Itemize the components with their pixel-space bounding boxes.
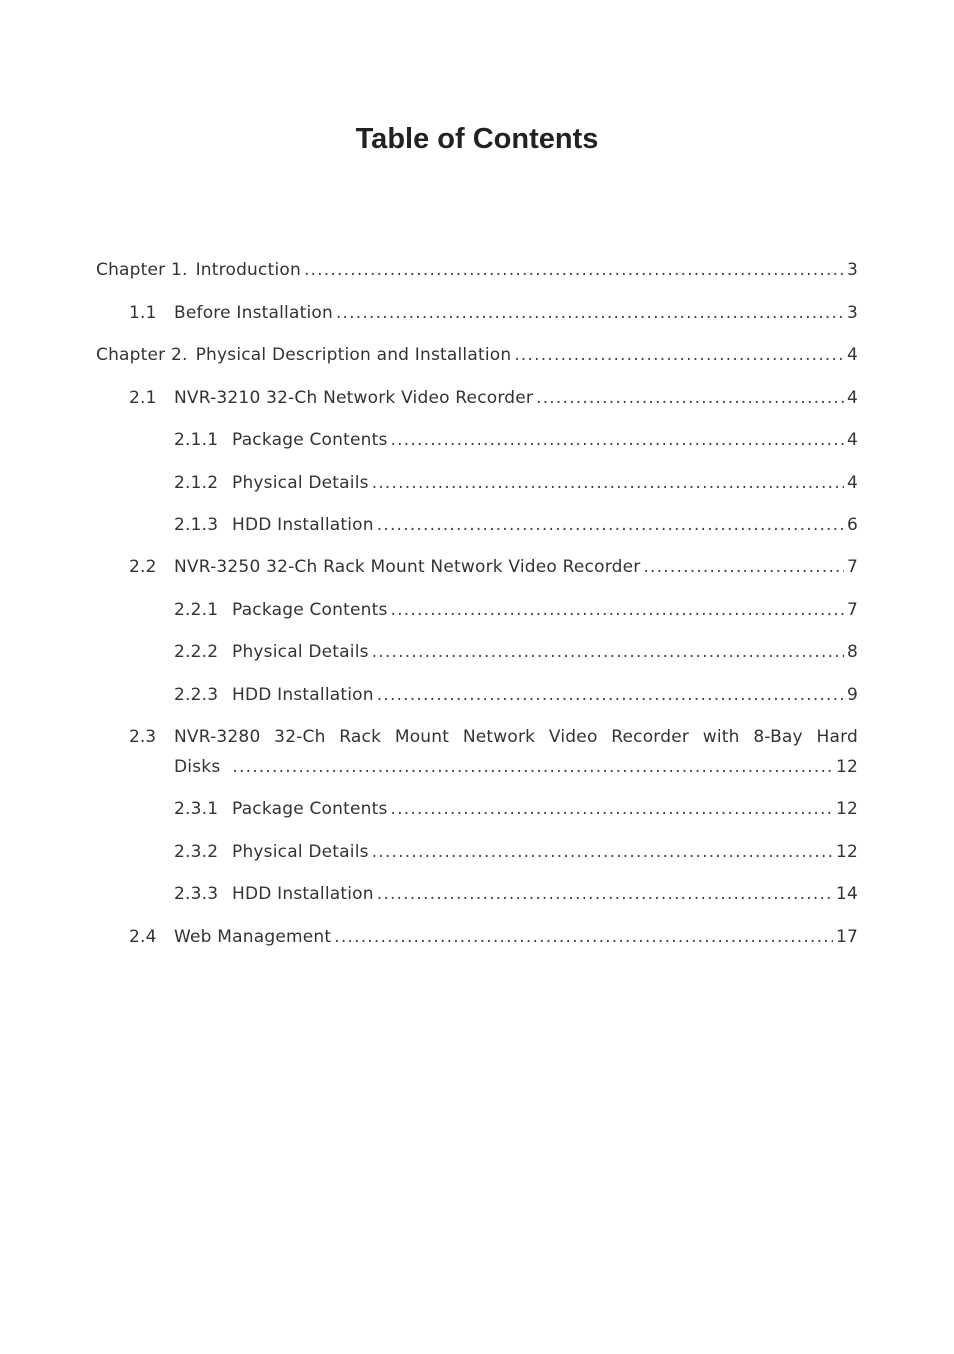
toc-entry-2-2-2[interactable] [174,641,858,663]
leader-dots [372,641,844,663]
toc-title: Physical Details [232,473,369,493]
toc-page-number: 4 [846,430,858,450]
leader-dots [372,472,844,494]
toc-page-number: 12 [835,842,858,862]
toc-entry-2-3-2[interactable] [174,841,858,863]
toc-title: Physical Details [232,842,369,862]
toc-number: 2.1.1 [174,430,219,450]
toc-title: Package Contents [232,799,388,819]
toc-page-number: 4 [846,473,858,493]
toc-entry-2-3-line1[interactable] [129,726,858,748]
toc-title: Package Contents [232,430,388,450]
toc-number: 2.3.2 [174,842,219,862]
toc-page-number: 17 [835,927,858,947]
leader-dots [377,883,833,905]
leader-dots [336,302,844,324]
toc-number: Chapter 2. [96,345,188,365]
toc-page-number: 9 [846,685,858,705]
toc-entry-2-3-3[interactable] [174,883,858,905]
toc-entry-2-2-1[interactable] [174,599,858,621]
page-title: Table of Contents [355,123,599,155]
toc-entry-2-1-2[interactable] [174,472,858,494]
toc-title: Before Installation [174,303,333,323]
toc-page-number: 14 [835,884,858,904]
leader-dots [643,556,844,578]
toc-entry-2-1-1[interactable] [174,429,858,451]
toc-title: NVR-3250 32-Ch Rack Mount Network Video Recorder [174,557,641,577]
toc-title: Package Contents [232,600,388,620]
toc-page-number: 3 [846,260,858,280]
leader-dots [304,259,844,281]
toc-entry-2-1-3[interactable] [174,514,858,536]
toc-title: Physical Details [232,642,369,662]
toc-number: 2.1.3 [174,515,219,535]
leader-dots [334,926,833,948]
toc-number: 2.1.2 [174,473,219,493]
toc-number: 2.3 [129,727,157,747]
toc-title: Physical Description and Installation [195,345,512,365]
toc-number: Chapter 1. [96,260,188,280]
toc-number: 1.1 [129,303,157,323]
toc-number: 2.2.2 [174,642,219,662]
toc-entry-1-1[interactable] [129,302,858,324]
toc-title: HDD Installation [232,515,374,535]
toc-title: NVR-3210 32-Ch Network Video Recorder [174,388,534,408]
toc-title: HDD Installation [232,685,374,705]
toc-entry-2-3-line2[interactable] [174,756,858,778]
toc-title: Introduction [195,260,301,280]
leader-dots [514,344,844,366]
leader-dots [391,798,833,820]
toc-entry-chapter-2[interactable] [96,344,858,366]
toc-number: 2.2.1 [174,600,219,620]
toc-entry-2-2-3[interactable] [174,684,858,706]
toc-title: NVR-3280 32-Ch Rack Mount Network Video Recorder with 8-Bay Hard [174,727,858,747]
toc-number: 2.1 [129,388,157,408]
toc-page-number: 12 [835,799,858,819]
toc-entry-chapter-1[interactable] [96,259,858,281]
toc-entry-2-2[interactable] [129,556,858,578]
toc-entry-2-4[interactable] [129,926,858,948]
toc-number: 2.4 [129,927,157,947]
toc-number: 2.2 [129,557,157,577]
toc-number: 2.3.1 [174,799,219,819]
toc-page-number: 4 [846,345,858,365]
leader-dots [391,599,844,621]
toc-page-number: 8 [846,642,858,662]
leader-dots [391,429,844,451]
toc-number: 2.3.3 [174,884,219,904]
toc-page-number: 7 [846,557,858,577]
toc-page-number: 12 [835,757,858,777]
toc-page-number: 6 [846,515,858,535]
toc-entry-2-1[interactable] [129,387,858,409]
leader-dots [377,684,844,706]
leader-dots [536,387,844,409]
toc-title-continued: Disks [174,757,221,777]
leader-dots [377,514,844,536]
leader-dots [372,841,833,863]
toc-number: 2.2.3 [174,685,219,705]
toc-page-number: 3 [846,303,858,323]
leader-dots [232,756,833,778]
toc-entry-2-3-1[interactable] [174,798,858,820]
toc-page-number: 7 [846,600,858,620]
toc-title: HDD Installation [232,884,374,904]
toc-page-number: 4 [846,388,858,408]
toc-title: Web Management [174,927,332,947]
